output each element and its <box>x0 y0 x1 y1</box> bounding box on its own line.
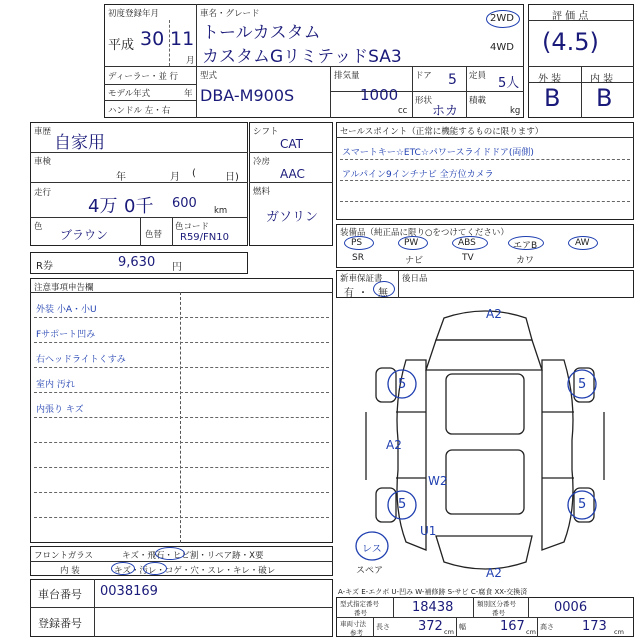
notes-divider <box>34 392 329 393</box>
width-label: 幅 <box>459 623 466 631</box>
type-value: DBA-M900S <box>200 86 295 105</box>
spare-caption: スペア <box>356 566 384 576</box>
tire-fl: 5 <box>398 377 407 392</box>
km-unit: km <box>214 206 228 216</box>
equip-abs: ABS <box>458 238 476 248</box>
interior-label: 内 装 <box>590 74 614 85</box>
shift-value: CAT <box>280 137 303 151</box>
doors-value: 5 <box>448 72 457 88</box>
warranty-new-label: 新車保証書 <box>340 274 383 284</box>
color-change-label: 色替 <box>145 230 163 240</box>
interior-damage-items: キズ・汚レ・コゲ・穴・スレ・キレ・破レ <box>114 566 276 576</box>
notes-divider <box>34 467 329 468</box>
diagram-w2-mark: W2 <box>428 474 448 488</box>
equip-pw: PW <box>404 238 419 248</box>
reg-label: 登録番号 <box>38 617 82 630</box>
cc-unit: cc <box>398 106 408 116</box>
interior-scratch-circle <box>111 562 135 575</box>
month-unit: 月 <box>186 56 195 66</box>
selling-line-1: スマートキー☆ETC☆パワースライドドア(両側) <box>342 148 534 158</box>
notes-divider <box>34 367 329 368</box>
exterior-grade: B <box>544 84 561 112</box>
vehicle-dim-ref: 参考 <box>350 629 363 637</box>
height-value: 173 <box>582 619 607 634</box>
fuel-value: ガソリン <box>266 210 319 225</box>
shape-value: ホカ <box>432 104 459 119</box>
equip-navi: ナビ <box>405 256 424 266</box>
recycle-label: R券 <box>36 261 53 272</box>
displacement-label: 排気量 <box>334 71 360 81</box>
warranty-yes: 有 <box>344 288 354 299</box>
capacity-value: 5人 <box>498 76 520 91</box>
class-num-sub: 番号 <box>492 609 505 617</box>
color-code-value: R59/FN10 <box>180 232 229 243</box>
inspection-label: 車検 <box>34 157 52 167</box>
height-label: 高さ <box>540 623 554 631</box>
equip-aw: AW <box>575 238 590 248</box>
equip-tv: TV <box>462 253 474 263</box>
front-glass-circle <box>155 547 185 560</box>
displacement-value: 1000 <box>360 86 399 104</box>
selling-line-2: アルパイン9インチナビ 全方位カメラ <box>342 170 494 180</box>
equip-sr: SR <box>352 253 364 263</box>
chassis-value: 0038169 <box>100 584 158 599</box>
interior-grade: B <box>596 84 613 112</box>
era-label: 平成 <box>108 38 135 53</box>
interior-dirt-circle <box>143 562 167 575</box>
notes-line: Fサポート凹み <box>36 330 96 340</box>
dealer-label: ディーラー・並 行 <box>108 72 179 82</box>
length-unit: cm <box>444 628 454 636</box>
front-glass-label: フロントガラス <box>34 551 93 561</box>
shift-label: シフト <box>253 127 279 137</box>
insp-paren: ( <box>192 168 196 179</box>
model-year-unit: 年 <box>184 89 193 99</box>
color-code-label: 色コード <box>175 222 210 232</box>
notes-line: 外装 小A・小U <box>36 305 97 315</box>
reg-month: 11 <box>170 28 195 50</box>
chassis-label: 車台番号 <box>38 588 82 601</box>
insp-month-unit: 月 <box>170 172 180 183</box>
notes-line: 室内 汚れ <box>36 380 75 390</box>
equipment-title: 装備品（純正品に限り○をつけてください） <box>340 228 509 238</box>
handle-label: ハンドル 左・右 <box>108 106 171 116</box>
height-unit: cm <box>614 628 624 636</box>
type-num-sub: 番号 <box>354 609 367 617</box>
warranty-later-label: 後日品 <box>402 274 428 284</box>
mileage-label: 走行 <box>34 188 52 198</box>
spare-label: レス <box>362 544 382 555</box>
notes-divider <box>34 442 329 443</box>
notes-divider <box>34 317 329 318</box>
recycle-unit: 円 <box>172 262 182 273</box>
reg-year: 30 <box>140 28 165 50</box>
first-reg-label: 初度登録年月 <box>108 9 160 19</box>
notes-divider <box>34 342 329 343</box>
class-num-value: 0006 <box>554 600 588 615</box>
door-label: ドア <box>415 71 432 81</box>
type-num-label: 型式指定番号 <box>340 600 379 608</box>
shape-label: 形状 <box>415 96 433 106</box>
class-num-label: 類別区分番号 <box>477 600 516 608</box>
capacity-label: 定員 <box>469 71 487 81</box>
load-label: 積載 <box>469 96 487 106</box>
equip-ps: PS <box>351 238 363 248</box>
vehicle-dim-label: 車両寸法 <box>340 620 366 628</box>
warranty-dot: ・ <box>358 288 368 299</box>
mileage-sen: 0千 <box>124 196 154 217</box>
width-value: 167 <box>500 619 525 634</box>
notes-divider <box>34 517 329 518</box>
insp-day-unit: 日) <box>225 172 239 183</box>
diagram-front-mark: A2 <box>486 307 502 321</box>
score-value: (4.5) <box>542 28 599 56</box>
notes-divider <box>34 492 329 493</box>
damage-legend: A-キズ E-エクボ U-凹み W-補修跡 S-サビ C-腐食 XX-交換済 <box>338 588 528 596</box>
notes-divider <box>34 417 329 418</box>
diagram-left-mark: A2 <box>386 438 402 452</box>
car-name: トールカスタム <box>202 23 321 43</box>
carname-label: 車名・グレード <box>200 9 260 19</box>
fuel-label: 燃料 <box>253 187 271 197</box>
use-value: 自家用 <box>54 133 105 153</box>
length-value: 372 <box>418 619 443 634</box>
exterior-label: 外 装 <box>538 74 562 85</box>
color-value: ブラウン <box>60 228 109 242</box>
insp-year-unit: 年 <box>116 172 126 183</box>
front-glass-items: キズ・飛石・ヒビ割・リペア跡・X要 <box>122 551 264 561</box>
drive-4wd: 4WD <box>490 42 514 53</box>
type-label: 型式 <box>200 71 218 81</box>
selling-title: セールスポイント（正常に機能するものに限ります） <box>340 127 544 137</box>
tire-rl: 5 <box>398 497 407 512</box>
mileage-hundred: 600 <box>172 196 197 211</box>
notes-line: 右ヘッドライトくすみ <box>36 355 126 365</box>
model-year-label: モデル年式 <box>108 89 151 99</box>
notes-line: 内張り キズ <box>36 405 84 415</box>
diagram-rear-mark: A2 <box>486 566 502 580</box>
load-unit: kg <box>510 106 521 116</box>
ac-value: AAC <box>280 167 305 181</box>
tire-fr: 5 <box>578 377 587 392</box>
diagram-u1-mark: U1 <box>420 524 437 538</box>
drive-2wd: 2WD <box>490 13 514 24</box>
length-label: 長さ <box>376 623 390 631</box>
type-num-value: 18438 <box>412 600 454 615</box>
mileage-man: 4万 <box>88 196 118 217</box>
recycle-value: 9,630 <box>118 255 156 270</box>
tire-rr: 5 <box>578 497 587 512</box>
equip-leather: カワ <box>516 256 535 266</box>
width-unit: cm <box>526 628 536 636</box>
notes-title: 注意事項申告欄 <box>34 283 94 293</box>
use-label: 車歴 <box>34 127 52 137</box>
car-grade: カスタムGリミテッドSA3 <box>202 47 402 67</box>
score-label: 評 価 点 <box>552 11 589 22</box>
warranty-no: 無 <box>378 288 388 299</box>
interior-damage-label: 内 装 <box>60 566 80 576</box>
equip-airbag: エアB <box>513 241 538 251</box>
ac-label: 冷房 <box>253 157 271 167</box>
color-label: 色 <box>34 222 43 232</box>
